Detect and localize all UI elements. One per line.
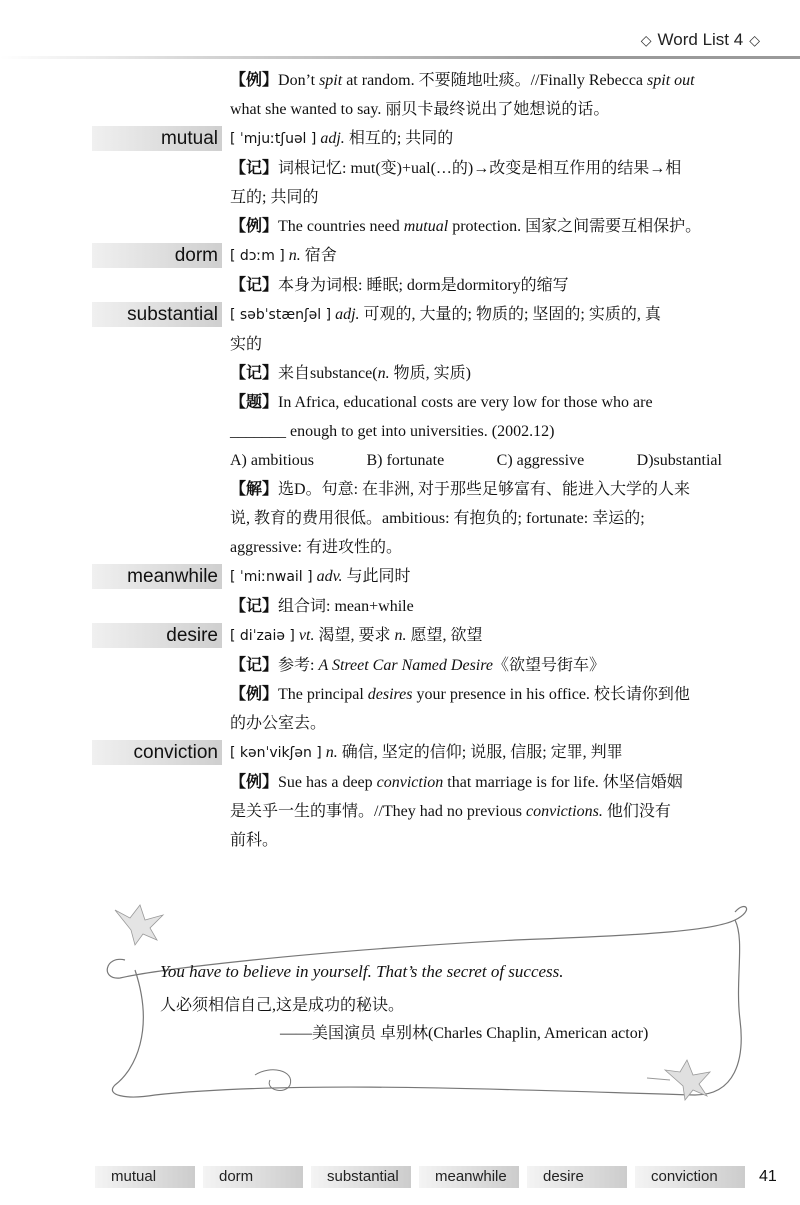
definition: 愿望, 欲望 <box>406 627 483 644</box>
text: In Africa, educational costs are very low for those who are <box>278 394 653 411</box>
entry-dorm <box>0 241 800 300</box>
phonetic: [ ˈmiːnwail ] <box>230 569 313 585</box>
emphasis: n. <box>377 365 390 382</box>
memory-line <box>0 651 800 680</box>
text: 前科。 <box>230 832 279 849</box>
memory-tag: 【记】 <box>230 160 279 177</box>
text: Sue has a deep <box>278 774 377 791</box>
memory-tag: 【记】 <box>230 657 279 674</box>
text: what she wanted to say. 丽贝卡最终说出了她想说的话。 <box>230 101 610 118</box>
definition: 可观的, 大量的; 物质的; 坚固的; 实质的, 真 <box>359 306 661 323</box>
footer-tab-conviction: conviction <box>635 1166 745 1188</box>
part-of-speech: n. <box>325 744 338 761</box>
phonetic: [ dɔːm ] <box>230 248 285 264</box>
text: at random. 不要随地吐痰。//Finally Rebecca <box>342 72 648 89</box>
leaf-icon <box>115 905 163 945</box>
text: that marriage is for life. 休坚信婚姻 <box>443 774 683 791</box>
header-title <box>641 30 760 50</box>
question-line <box>0 388 800 417</box>
example-line <box>0 768 800 797</box>
text: enough to get into universities. (2002.12) <box>286 423 555 440</box>
emphasis: desires <box>367 686 413 703</box>
emphasis: mutual <box>403 218 449 235</box>
memory-tag: 【记】 <box>230 365 279 382</box>
example-tag: 【例】 <box>230 686 279 703</box>
memory-line <box>0 359 800 388</box>
quote-source: ——美国演员 卓别林(Charles Chaplin, American actor) <box>280 1025 649 1042</box>
options-line <box>0 446 800 475</box>
word-list-title: Word List 4 <box>657 30 744 49</box>
option-b: B) fortunate <box>366 452 445 469</box>
example-line <box>0 95 800 124</box>
entry-mutual <box>0 124 800 241</box>
text: protection. 国家之间需要互相保护。 <box>448 218 702 235</box>
part-of-speech: n. <box>288 247 301 264</box>
question-line <box>0 417 800 446</box>
diamond-icon: ◇ <box>749 31 760 48</box>
footer-tab-meanwhile: meanwhile <box>419 1166 519 1188</box>
footer-tab-dorm: dorm <box>203 1166 303 1188</box>
text: 他们没有 <box>602 803 671 820</box>
example-line <box>0 680 800 709</box>
text: 组合词: mean+while <box>278 598 414 615</box>
part-of-speech: adj. <box>335 306 360 323</box>
headword-meanwhile: meanwhile <box>92 564 222 589</box>
memory-tag: 【记】 <box>230 277 279 294</box>
word-entries <box>0 66 800 855</box>
text: 是关乎一生的事情。//They had no previous <box>230 803 526 820</box>
header-rule <box>0 56 800 59</box>
part-of-speech: vt. <box>298 627 315 644</box>
example-tag: 【例】 <box>230 72 279 89</box>
example-tag: 【例】 <box>230 218 279 235</box>
answer-line <box>0 504 800 533</box>
text: your presence in his office. 校长请你到他 <box>412 686 690 703</box>
phonetic: [ ˈmjuːtʃuəl ] <box>230 131 317 147</box>
answer-tag: 【解】 <box>230 481 279 498</box>
memory-line <box>0 271 800 300</box>
text: 选D。句意: 在非洲, 对于那些足够富有、能进入大学的人来 <box>278 481 691 498</box>
text: Don’t <box>278 72 320 89</box>
memory-tag: 【记】 <box>230 598 279 615</box>
example-tag: 【例】 <box>230 774 279 791</box>
definition: 宿舍 <box>300 247 337 264</box>
memory-line <box>0 154 800 183</box>
phonetic: [ səbˈstænʃəl ] <box>230 307 332 323</box>
page-header <box>0 20 800 60</box>
footer-tab-mutual: mutual <box>95 1166 195 1188</box>
phonetic: [ kənˈvikʃən ] <box>230 745 322 761</box>
example-line <box>0 709 800 738</box>
text: 《欲望号街车》 <box>492 657 605 674</box>
headword-substantial: substantial <box>92 302 222 327</box>
text: The countries need <box>278 218 404 235</box>
definition: 实的 <box>230 336 263 353</box>
text: 说, 教育的费用很低。ambitious: 有抱负的; fortunate: 幸运的; <box>230 510 645 527</box>
part-of-speech: adj. <box>320 130 345 147</box>
headword-dorm: dorm <box>92 243 222 268</box>
footer-word-index <box>95 1163 785 1191</box>
text: 互的; 共同的 <box>230 189 319 206</box>
headword-mutual: mutual <box>92 126 222 151</box>
part-of-speech: adv. <box>316 568 343 585</box>
example-line <box>0 797 800 826</box>
quote-english: You have to believe in yourself. That’s the secret of success. <box>160 962 564 981</box>
entry-substantial <box>0 300 800 562</box>
text: 物质, 实质) <box>389 365 471 382</box>
entry-spit-continued <box>0 66 800 124</box>
option-d: D)substantial <box>636 452 722 469</box>
footer-tab-desire: desire <box>527 1166 627 1188</box>
example-line <box>0 826 800 855</box>
entry-meanwhile <box>0 562 800 621</box>
text: The principal <box>278 686 368 703</box>
answer-line <box>0 475 800 504</box>
question-tag: 【题】 <box>230 394 279 411</box>
definition: 相互的; 共同的 <box>344 130 454 147</box>
entry-conviction <box>0 738 800 855</box>
text: 来自substance( <box>278 365 378 382</box>
emphasis: A Street Car Named Desire <box>318 657 493 674</box>
answer-line <box>0 533 800 562</box>
diamond-icon: ◇ <box>640 31 652 48</box>
memory-line <box>0 183 800 212</box>
memory-line <box>0 592 800 621</box>
option-a: A) ambitious <box>230 452 314 469</box>
text: 本身为词根: 睡眠; dorm是dormitory的缩写 <box>278 277 569 294</box>
entry-desire <box>0 621 800 738</box>
quote-chinese: 人必须相信自己,这是成功的秘诀。 <box>160 997 405 1014</box>
emphasis: spit out <box>647 72 695 89</box>
blank: _______ <box>230 423 286 440</box>
emphasis: convictions. <box>525 803 603 820</box>
option-c: C) aggressive <box>496 452 585 469</box>
definition: 渴望, 要求 <box>314 627 395 644</box>
definition-line <box>0 330 800 359</box>
emphasis: spit <box>319 72 343 89</box>
example-line <box>0 212 800 241</box>
emphasis: conviction <box>376 774 444 791</box>
footer-tab-substantial: substantial <box>311 1166 411 1188</box>
headword-desire: desire <box>92 623 222 648</box>
text: 的办公室去。 <box>230 715 327 732</box>
text: 参考: <box>278 657 319 674</box>
part-of-speech: n. <box>394 627 407 644</box>
text: 词根记忆: mut(变)+ual(…的)→改变是相互作用的结果→相 <box>278 160 682 177</box>
definition: 确信, 坚定的信仰; 说服, 信服; 定罪, 判罪 <box>337 744 623 761</box>
definition: 与此同时 <box>342 568 411 585</box>
page-number: 41 <box>759 1168 777 1185</box>
text: aggressive: 有进攻性的。 <box>230 539 402 556</box>
phonetic: [ diˈzaiə ] <box>230 628 295 644</box>
quote-box <box>95 900 755 1120</box>
example-line <box>0 66 800 95</box>
headword-conviction: conviction <box>92 740 222 765</box>
